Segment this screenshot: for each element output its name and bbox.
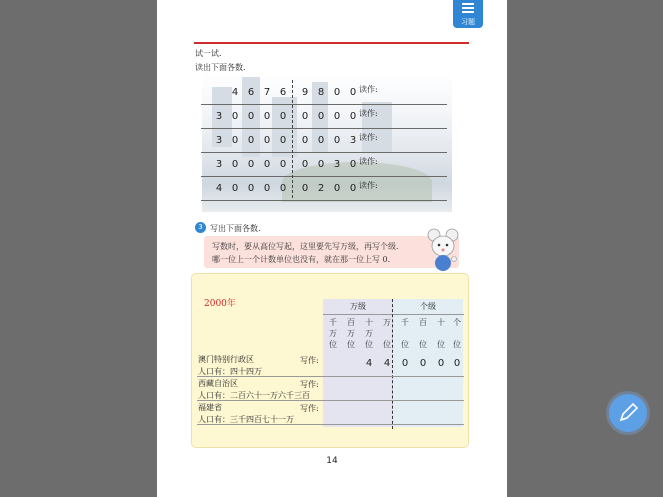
digit-cell: 4 — [215, 183, 223, 194]
row-rule — [201, 152, 447, 153]
column-char: 位 — [437, 340, 445, 349]
digit-cell: 0 — [279, 159, 287, 170]
column-char: 位 — [401, 340, 409, 349]
page-number: 14 — [326, 456, 338, 466]
column-char — [434, 328, 448, 339]
digit-cell: 0 — [333, 111, 341, 122]
column-char: 万 — [347, 329, 355, 338]
digit-cell: 3 — [333, 159, 341, 170]
digit-cell: 0 — [263, 111, 271, 122]
textbook-page — [157, 0, 507, 497]
row-rule — [201, 128, 447, 129]
digit-cell: 3 — [215, 135, 223, 146]
digit-cell: 0 — [279, 183, 287, 194]
digit-cell: 0 — [247, 135, 255, 146]
digit-cell: 0 — [317, 159, 325, 170]
place-value-column — [416, 317, 430, 350]
region-name: 福建省 — [198, 403, 222, 412]
column-char: 万 — [383, 318, 391, 327]
digit-cell: 0 — [263, 135, 271, 146]
answer-digit[interactable]: 4 — [383, 358, 391, 369]
pencil-icon — [609, 394, 647, 432]
exercise-title: 写出下面各数. — [210, 224, 261, 233]
annotate-pencil-button[interactable] — [609, 394, 647, 432]
digit-cell: 0 — [247, 183, 255, 194]
write-label: 写作: — [300, 380, 319, 389]
digit-cell: 0 — [317, 135, 325, 146]
column-char: 百 — [347, 318, 355, 327]
answer-digit[interactable]: 0 — [453, 358, 461, 369]
digit-cell: 9 — [301, 87, 309, 98]
reading-row — [201, 82, 461, 106]
digit-cell: 8 — [317, 87, 325, 98]
reading-row — [201, 106, 461, 130]
tip-line-1: 写数时，要从高位写起，这里要先写万级，再写个级. — [212, 242, 399, 251]
place-value-column — [398, 317, 412, 350]
answer-digit[interactable]: 0 — [437, 358, 445, 369]
column-char: 十 — [437, 318, 445, 327]
level-divider — [292, 80, 293, 198]
column-char: 位 — [453, 340, 461, 349]
column-char: 千 — [401, 318, 409, 327]
digit-cell: 3 — [215, 159, 223, 170]
column-char — [416, 328, 430, 339]
digit-cell: 6 — [247, 87, 255, 98]
answer-digit[interactable]: 4 — [365, 358, 373, 369]
row-rule — [201, 200, 447, 201]
digit-cell: 0 — [301, 111, 309, 122]
digit-cell: 3 — [349, 135, 357, 146]
badge-label: 习题 — [461, 18, 475, 26]
digit-cell: 0 — [349, 87, 357, 98]
exercise-badge[interactable] — [453, 0, 483, 28]
digit-cell: 0 — [301, 159, 309, 170]
tip-box — [204, 236, 459, 268]
digit-cell: 0 — [231, 111, 239, 122]
place-value-column — [362, 317, 376, 350]
column-char: 十 — [365, 318, 373, 327]
mouse-mascot — [425, 228, 461, 272]
read-label: 读作: — [359, 85, 378, 94]
section-divider — [194, 42, 469, 44]
column-char: 位 — [365, 340, 373, 349]
table-row-rule — [197, 424, 464, 425]
column-char: 位 — [383, 340, 391, 349]
column-char: 万 — [365, 329, 373, 338]
digit-cell: 0 — [349, 183, 357, 194]
digit-cell: 0 — [333, 87, 341, 98]
region-name: 澳门特别行政区 — [198, 355, 254, 364]
place-value-column — [344, 317, 358, 350]
place-value-column — [434, 317, 448, 350]
exercise-number: 3 — [195, 222, 206, 233]
tip-line-2: 哪一位上一个计数单位也没有，就在那一位上写 0. — [212, 255, 391, 264]
column-char: 位 — [329, 340, 337, 349]
digit-cell: 0 — [231, 183, 239, 194]
column-char — [398, 328, 412, 339]
digit-cell: 0 — [279, 135, 287, 146]
column-char: 万 — [329, 329, 337, 338]
population-text: 人口有：三千四百七十一万 — [198, 415, 294, 424]
digit-cell: 0 — [263, 159, 271, 170]
table-row-rule — [197, 400, 464, 401]
digit-cell: 2 — [317, 183, 325, 194]
reading-row — [201, 154, 461, 178]
reading-row — [201, 178, 461, 202]
reading-row — [201, 130, 461, 154]
table-year: 2000年 — [204, 299, 236, 309]
wan-level-header: 万级 — [350, 302, 366, 311]
read-label: 读作: — [359, 181, 378, 190]
digit-cell: 0 — [247, 111, 255, 122]
digit-cell: 0 — [263, 183, 271, 194]
column-char: 百 — [419, 318, 427, 327]
digit-cell: 0 — [333, 135, 341, 146]
digit-cell: 0 — [231, 159, 239, 170]
read-label: 读作: — [359, 133, 378, 142]
digit-cell: 6 — [279, 87, 287, 98]
region-name: 西藏自治区 — [198, 379, 238, 388]
digit-cell: 4 — [231, 87, 239, 98]
table-row-rule — [197, 376, 464, 377]
column-char: 位 — [419, 340, 427, 349]
digit-cell: 7 — [263, 87, 271, 98]
section-instruction: 读出下面各数. — [195, 63, 246, 72]
column-char: 个 — [453, 318, 461, 327]
digit-cell: 0 — [247, 159, 255, 170]
population-text: 人口有：四十四万 — [198, 367, 262, 376]
population-table-panel — [191, 273, 469, 448]
population-text: 人口有：二百六十一万六千三百 — [198, 391, 310, 400]
write-label: 写作: — [300, 356, 319, 365]
digit-cell: 0 — [349, 111, 357, 122]
answer-digit[interactable]: 0 — [401, 358, 409, 369]
read-label: 读作: — [359, 109, 378, 118]
section-title: 试一试. — [195, 49, 222, 58]
ge-level-header: 个级 — [420, 302, 436, 311]
digit-cell: 0 — [333, 183, 341, 194]
answer-digit[interactable]: 0 — [419, 358, 427, 369]
digit-cell: 0 — [317, 111, 325, 122]
digit-cell: 0 — [279, 111, 287, 122]
column-char: 千 — [329, 318, 337, 327]
place-value-column — [326, 317, 340, 350]
digit-cell: 0 — [301, 135, 309, 146]
row-rule — [201, 104, 447, 105]
row-rule — [201, 176, 447, 177]
digit-cell: 0 — [301, 183, 309, 194]
read-label: 读作: — [359, 157, 378, 166]
digit-cell: 0 — [349, 159, 357, 170]
digit-cell: 3 — [215, 111, 223, 122]
column-char: 位 — [347, 340, 355, 349]
column-char — [450, 328, 464, 339]
list-icon — [462, 3, 474, 16]
digit-cell: 0 — [231, 135, 239, 146]
place-value-column — [450, 317, 464, 350]
write-label: 写作: — [300, 404, 319, 413]
